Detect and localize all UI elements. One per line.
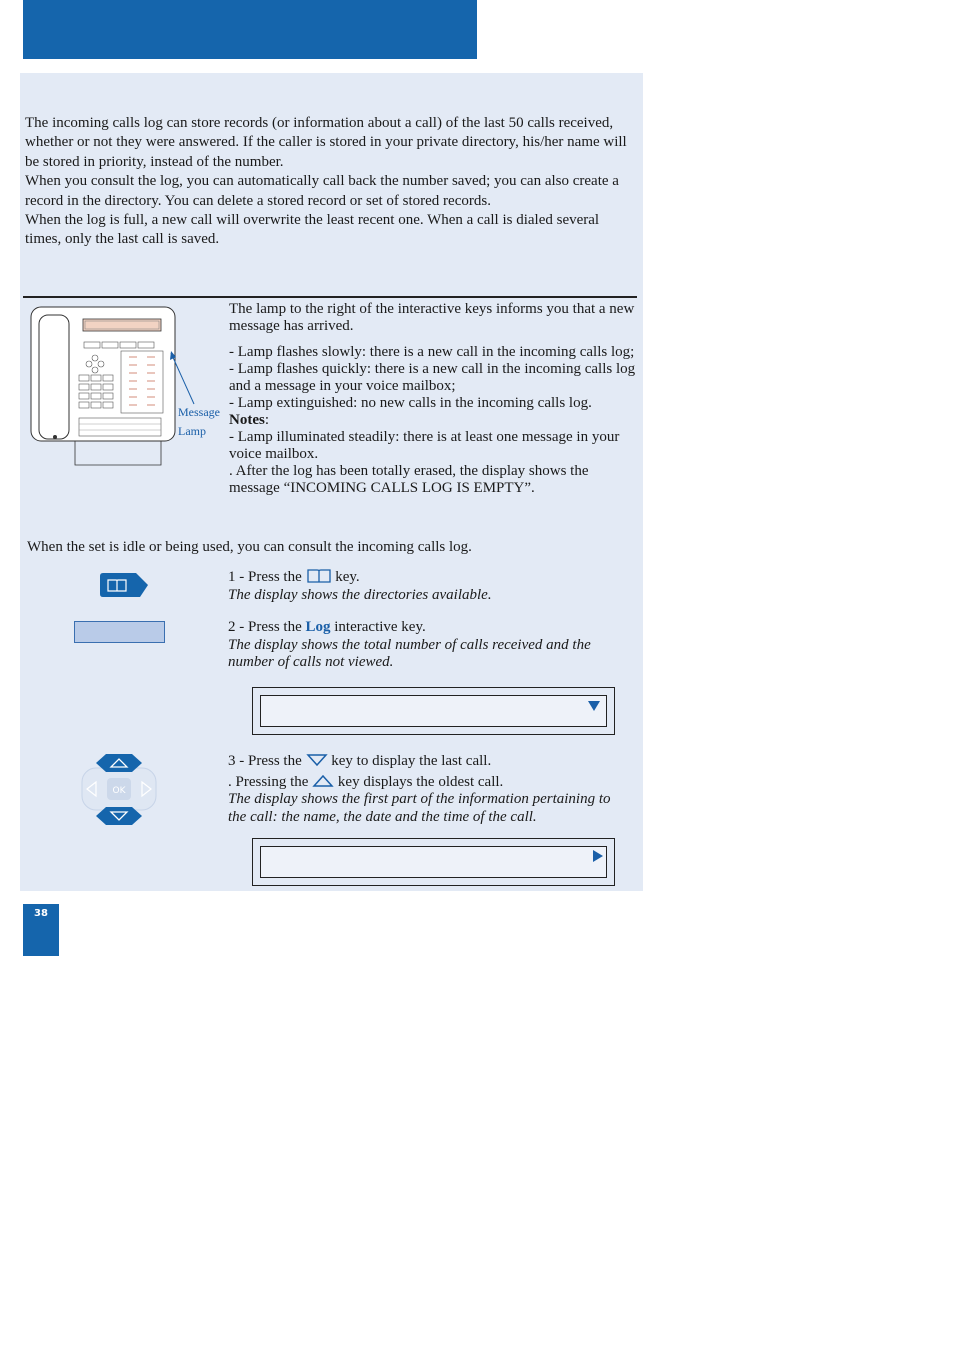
- intro-paragraph: When you consult the log, you can automatically call back the number saved; you can also create a record in the directory. You can delete a stored record or set of stored records.: [25, 173, 619, 209]
- down-triangle-icon: [587, 700, 601, 712]
- step-3-line: [228, 752, 628, 771]
- phone-illustration: [29, 305, 221, 470]
- lamp-intro: The lamp to the right of the interactive keys informs you that a new message has arrived.: [229, 301, 635, 334]
- display-line: [260, 846, 607, 878]
- step-1: [228, 568, 628, 604]
- ok-label: OK: [112, 786, 126, 796]
- page-number: 38: [34, 908, 48, 919]
- notes-heading: [229, 412, 639, 429]
- lamp-quick: - Lamp flashes quickly: there is a new call in the incoming calls log and a message in your voice mailbox;: [229, 361, 636, 394]
- step-1-note: The display shows the directories available.: [228, 586, 492, 603]
- step-3-post: key to display the last call.: [331, 753, 492, 769]
- log-interactive-key[interactable]: [74, 621, 165, 643]
- log-erased-note: . After the log has been totally erased, the display shows the message “INCOMING CALLS LOG IS EMPTY”.: [229, 463, 589, 496]
- ok-key[interactable]: [107, 778, 131, 800]
- display-line: [260, 695, 607, 727]
- step-1-post: key.: [335, 569, 360, 585]
- intro-text: [25, 114, 635, 250]
- callout-lamp: Lamp: [178, 424, 206, 438]
- step-3-note: The display shows the first part of the information pertaining to the call: the name, the date and the time of the call.: [228, 791, 611, 825]
- step-2-note: The display shows the total number of calls received and the number of calls not viewed.: [228, 636, 591, 670]
- right-triangle-icon: [592, 849, 604, 863]
- log-key-label: Log: [305, 619, 331, 635]
- step-3b-line: [228, 773, 628, 792]
- lamp-slow: - Lamp flashes slowly: there is a new call in the incoming calls log;: [229, 344, 635, 360]
- header-band: [23, 0, 477, 59]
- notes-label: Notes: [229, 412, 265, 428]
- step-1-pre: 1 - Press the: [228, 569, 302, 585]
- step-2: [228, 619, 628, 672]
- directory-key[interactable]: [100, 573, 148, 597]
- step-3b-pre: . Pressing the: [228, 773, 309, 790]
- lamp-description: [229, 301, 639, 497]
- step-1-line: [228, 568, 628, 587]
- step-3-pre: 3 - Press the: [228, 753, 302, 769]
- step-2-pre: 2 - Press the: [228, 619, 302, 635]
- step-2-line: [228, 619, 628, 637]
- up-arrow-icon: [312, 773, 334, 789]
- navigator-pad: [80, 752, 158, 827]
- consult-intro: When the set is idle or being used, you can consult the incoming calls log.: [27, 539, 472, 555]
- lamp-off: - Lamp extinguished: no new calls in the incoming calls log.: [229, 395, 592, 411]
- display-screen-2: [252, 838, 615, 886]
- step-3b-post: key displays the oldest call.: [337, 773, 504, 790]
- intro-paragraph: When the log is full, a new call will overwrite the least recent one. When a call is dialed several times, only the last call is saved.: [25, 212, 600, 248]
- step-2-post: interactive key.: [334, 619, 426, 635]
- step-3: [228, 752, 628, 826]
- notes-colon: :: [264, 412, 269, 428]
- section-divider: [23, 296, 637, 298]
- intro-paragraph: The incoming calls log can store records (or information about a call) of the last 50 calls received, whether or not they were answered. If the caller is stored in your private directory, his/her name will be stored in priority, instead of the number.: [25, 115, 627, 170]
- down-arrow-icon: [306, 752, 328, 768]
- open-book-icon: [306, 568, 332, 584]
- lamp-steady: - Lamp illuminated steadily: there is at least one message in your voice mailbox.: [229, 429, 620, 462]
- page-number-tab: [23, 904, 59, 956]
- display-screen-1: [252, 687, 615, 735]
- callout-message: Message: [178, 405, 220, 419]
